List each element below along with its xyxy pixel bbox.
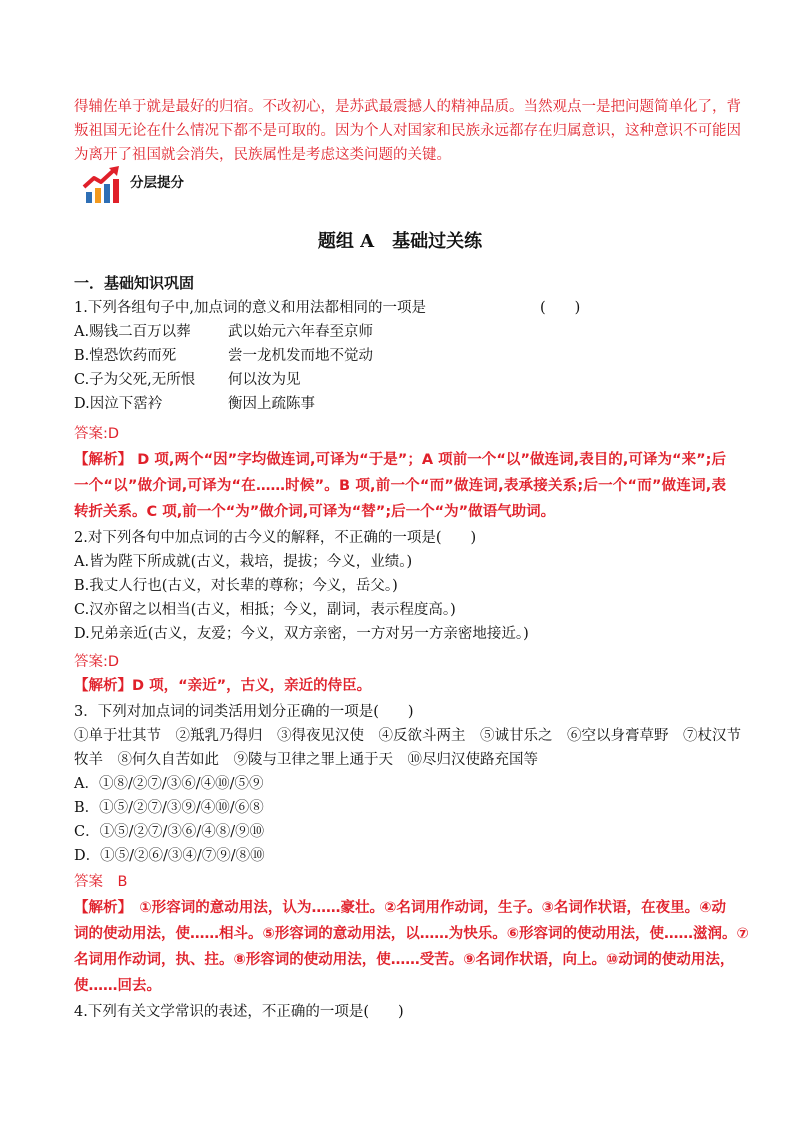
q1-option-c-right: 何以汝为见 — [228, 372, 301, 388]
q1-analysis-line-2: 一个“以”做介词,可译为“在……时候”。B 项,前一个“而”做连词,表承接关系;后一个“而”做连词,表 — [74, 478, 726, 494]
section-title: 一．基础知识巩固 — [74, 274, 195, 292]
intro-line-2: 叛祖国无论在什么情况下都不是可取的。因为个人对国家和民族永远都存在归属意识，这种意识不可能因 — [74, 123, 741, 139]
q1-analysis-line-1: 【解析】 D 项,两个“因”字均做连词,可译为“于是”；A 项前一个“以”做连词,表目的,可译为“来”;后 — [74, 452, 726, 468]
q2-option-d: D.兄弟亲近(古义，友爱；今义，双方亲密，一方对另一方亲密地接近。) — [74, 626, 529, 642]
q3-option-b: B．①⑤/②⑦/③⑨/④⑩/⑥⑧ — [74, 800, 264, 816]
q3-items-line-2: 牧羊 ⑧何久自苦如此 ⑨陵与卫律之罪上通于天 ⑩尽归汉使路充国等 — [74, 752, 538, 768]
q1-analysis-line-3: 转折关系。C 项,前一个“为”做介词,可译为“替”;后一个“为”做语气助词。 — [74, 504, 556, 520]
q2-option-b: B.我丈人行也(古义，对长辈的尊称；今义，岳父。) — [74, 578, 398, 594]
q3-analysis-line-4: 使……回去。 — [74, 978, 161, 994]
q2-analysis: 【解析】D 项，“亲近”，古义，亲近的侍臣。 — [74, 678, 372, 694]
q3-analysis-line-1: 【解析】 ①形容词的意动用法，认为……豪壮。②名词用作动词，生子。③名词作状语，在夜里。④动 — [74, 900, 726, 916]
intro-line-3: 为离开了祖国就会消失，民族属性是考虑这类问题的关键。 — [74, 147, 451, 163]
q1-option-d-right: 衡因上疏陈事 — [228, 396, 315, 412]
chart-growth-icon — [82, 165, 122, 205]
logo-label: 分层提分 — [130, 175, 184, 191]
q3-option-d: D．①⑤/②⑥/③④/⑦⑨/⑧⑩ — [74, 848, 265, 864]
q3-answer: 答案 B — [74, 874, 128, 890]
q3-items-line-1: ①单于壮其节 ②羝乳乃得归 ③得夜见汉使 ④反欲斗两主 ⑤诚甘乐之 ⑥空以身膏草野 ⑦杖汉节 — [74, 728, 741, 744]
q3-stem: 3．下列对加点词的词类活用划分正确的一项是( ) — [74, 704, 414, 720]
q1-option-a-right: 武以始元六年春至京师 — [228, 324, 373, 340]
q1-option-c-left: C.子为父死,无所恨 — [74, 372, 196, 388]
q3-analysis-line-2: 词的使动用法，使……相斗。⑤形容词的意动用法，以……为快乐。⑥形容词的使动用法，使……滋润。⑦ — [74, 926, 749, 942]
q3-analysis-line-3: 名词用作动词，执、拄。⑧形容词的使动用法，使……受苦。⑨名词作状语，向上。⑩动词的使动用法， — [74, 952, 735, 968]
q3-option-a: A．①⑧/②⑦/③⑥/④⑩/⑤⑨ — [74, 776, 264, 792]
intro-line-1: 得辅佐单于就是最好的归宿。不改初心，是苏武最震撼人的精神品质。当然观点一是把问题简单化了，背 — [74, 99, 741, 115]
q2-stem: 2.对下列各句中加点词的古今义的解释，不正确的一项是( ) — [74, 530, 477, 546]
q1-answer: 答案:D — [74, 426, 120, 442]
q1-option-b-right: 尝一龙机发而地不觉动 — [228, 348, 373, 364]
q1-answer-paren: ( ) — [540, 300, 581, 316]
q2-answer: 答案:D — [74, 654, 120, 670]
q2-option-c: C.汉亦留之以相当(古义，相抵；今义，副词，表示程度高。) — [74, 602, 456, 618]
q1-option-a-left: A.赐钱二百万以葬 — [74, 324, 191, 340]
group-title: 题组 A 基础过关练 — [317, 231, 483, 252]
q1-option-d-left: D.因泣下霑衿 — [74, 396, 163, 412]
q1-option-b-left: B.惶恐饮药而死 — [74, 348, 177, 364]
q1-stem: 1.下列各组句子中,加点词的意义和用法都相同的一项是 — [74, 300, 426, 316]
q4-stem: 4.下列有关文学常识的表述，不正确的一项是( ) — [74, 1004, 404, 1020]
q3-option-c: C．①⑤/②⑦/③⑥/④⑧/⑨⑩ — [74, 824, 265, 840]
q2-option-a: A.皆为陛下所成就(古义，栽培，提拔；今义，业绩。) — [74, 554, 413, 570]
